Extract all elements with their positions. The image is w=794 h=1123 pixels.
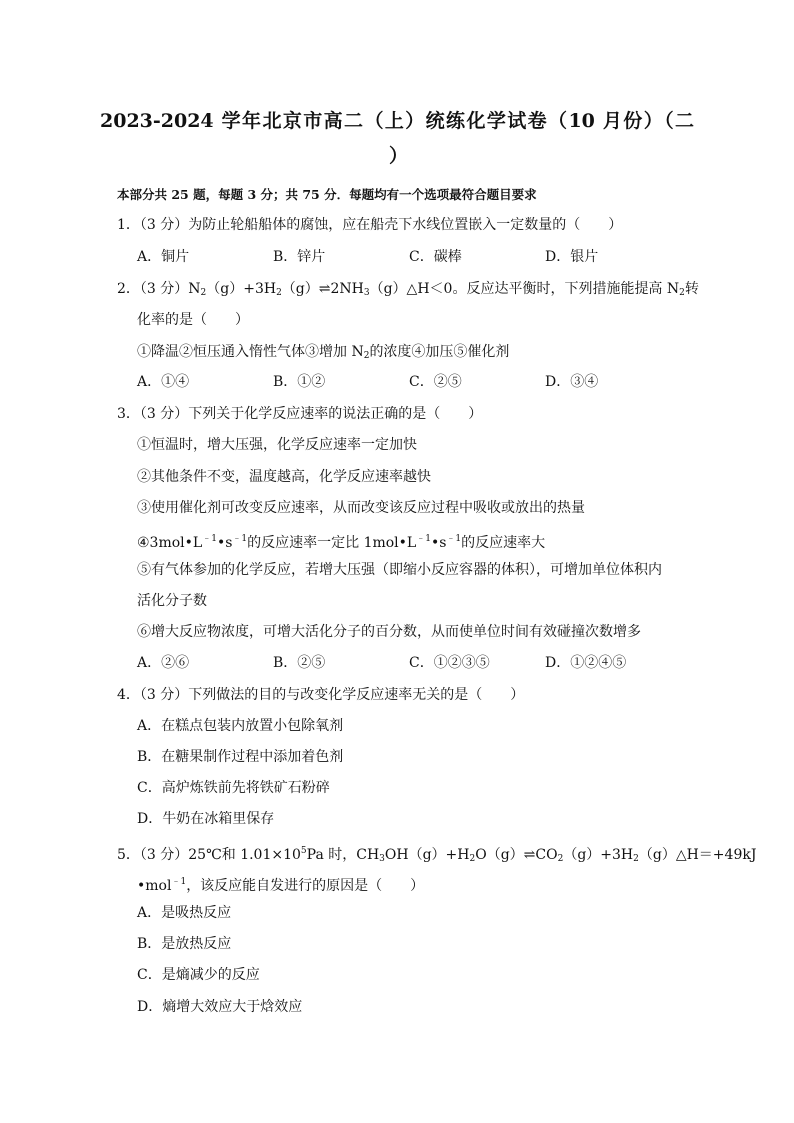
question-3-option-a: A．②⑥ <box>137 655 190 671</box>
question-1-stem: 1．（3 分）为防止轮船船体的腐蚀，应在船壳下水线位置嵌入一定数量的（ ） <box>117 217 623 233</box>
question-2-stem-line2: 化率的是（ ） <box>137 312 249 328</box>
question-3-option-d: D．①②④⑤ <box>545 655 627 671</box>
question-3-statement-6: ⑥增大反应物浓度，可增大活化分子的百分数，从而使单位时间有效碰撞次数增多 <box>137 624 641 640</box>
question-5-option-a: A．是吸热反应 <box>137 905 232 921</box>
question-3-statement-5-line2: 活化分子数 <box>137 593 207 609</box>
question-5-option-d: D．熵增大效应大于焓效应 <box>137 999 303 1015</box>
question-1-option-b: B．锌片 <box>273 249 326 265</box>
question-4-option-a: A．在糕点包装内放置小包除氧剂 <box>137 718 344 734</box>
question-3-option-c: C．①②③⑤ <box>409 655 490 671</box>
question-3-statement-3: ③使用催化剂可改变反应速率，从而改变该反应过程中吸收或放出的热量 <box>137 500 585 516</box>
question-2-option-a: A．①④ <box>137 374 190 390</box>
question-1-option-a: A．铜片 <box>137 249 190 265</box>
question-2-option-c: C．②⑤ <box>409 374 462 390</box>
question-5-stem: 5．（3 分）25℃和 $1.01\times 10^5Pa$ 时，$CH_3OH(g)+H_2O(g)\rightleftharpoons CO_2(g)+3H_2(g)\triangle H=+49kJ$ <box>117 846 757 864</box>
question-4-option-b: B．在糖果制作过程中添加着色剂 <box>137 749 344 765</box>
question-5-option-b: B．是放热反应 <box>137 936 232 952</box>
question-5-option-c: C．是熵减少的反应 <box>137 967 260 983</box>
question-3-statement-4: $④3mol•L^{﹣1}•s^{﹣1}$的反应速率一定比 $1mol•L^{﹣1}•s^{﹣1}$的反应速率大 <box>137 534 546 551</box>
question-2-choices: ①降温②恒压通入惰性气体③增加 $N_2$的浓度④加压⑤催化剂 <box>137 344 510 361</box>
question-4-stem: 4．（3 分）下列做法的目的与改变化学反应速率无关的是（ ） <box>117 687 525 703</box>
question-3-statement-1: ①恒温时，增大压强，化学反应速率一定加快 <box>137 437 417 453</box>
section-note: 本部分共 25 题，每题 3 分；共 75 分．每题均有一个选项最符合题目要求 <box>117 187 537 202</box>
question-2-option-d: D．③④ <box>545 374 599 390</box>
question-4-option-d: D．牛奶在冰箱里保存 <box>137 811 275 827</box>
question-3-option-b: B．②⑤ <box>273 655 326 671</box>
question-1-option-c: C．碳棒 <box>409 249 462 265</box>
page-title-tail: ） <box>389 145 409 167</box>
question-5-stem-line2: •mol$^{﹣1}$，该反应能自发进行的原因是（ ） <box>137 877 425 894</box>
question-3-statement-5: ⑤有气体参加的化学反应，若增大压强（即缩小反应容器的体积），可增加单位体积内 <box>137 562 662 578</box>
question-3-statement-2: ②其他条件不变，温度越高，化学反应速率越快 <box>137 469 431 485</box>
question-2-stem: 2．（3 分）$N_2(g)+3H_2(g)\rightleftharpoons 2NH_3(g)\triangle H<0$。反应达平衡时，下列措施能提高 $N_2$转 <box>117 281 699 298</box>
question-4-option-c: C．高炉炼铁前先将铁矿石粉碎 <box>137 780 330 796</box>
page-title: 2023-2024 学年北京市高二（上）统练化学试卷（10 月份）（二 <box>100 110 694 132</box>
question-2-option-b: B．①② <box>273 374 326 390</box>
question-1-option-d: D．银片 <box>545 249 599 265</box>
question-3-stem: 3．（3 分）下列关于化学反应速率的说法正确的是（ ） <box>117 406 483 422</box>
